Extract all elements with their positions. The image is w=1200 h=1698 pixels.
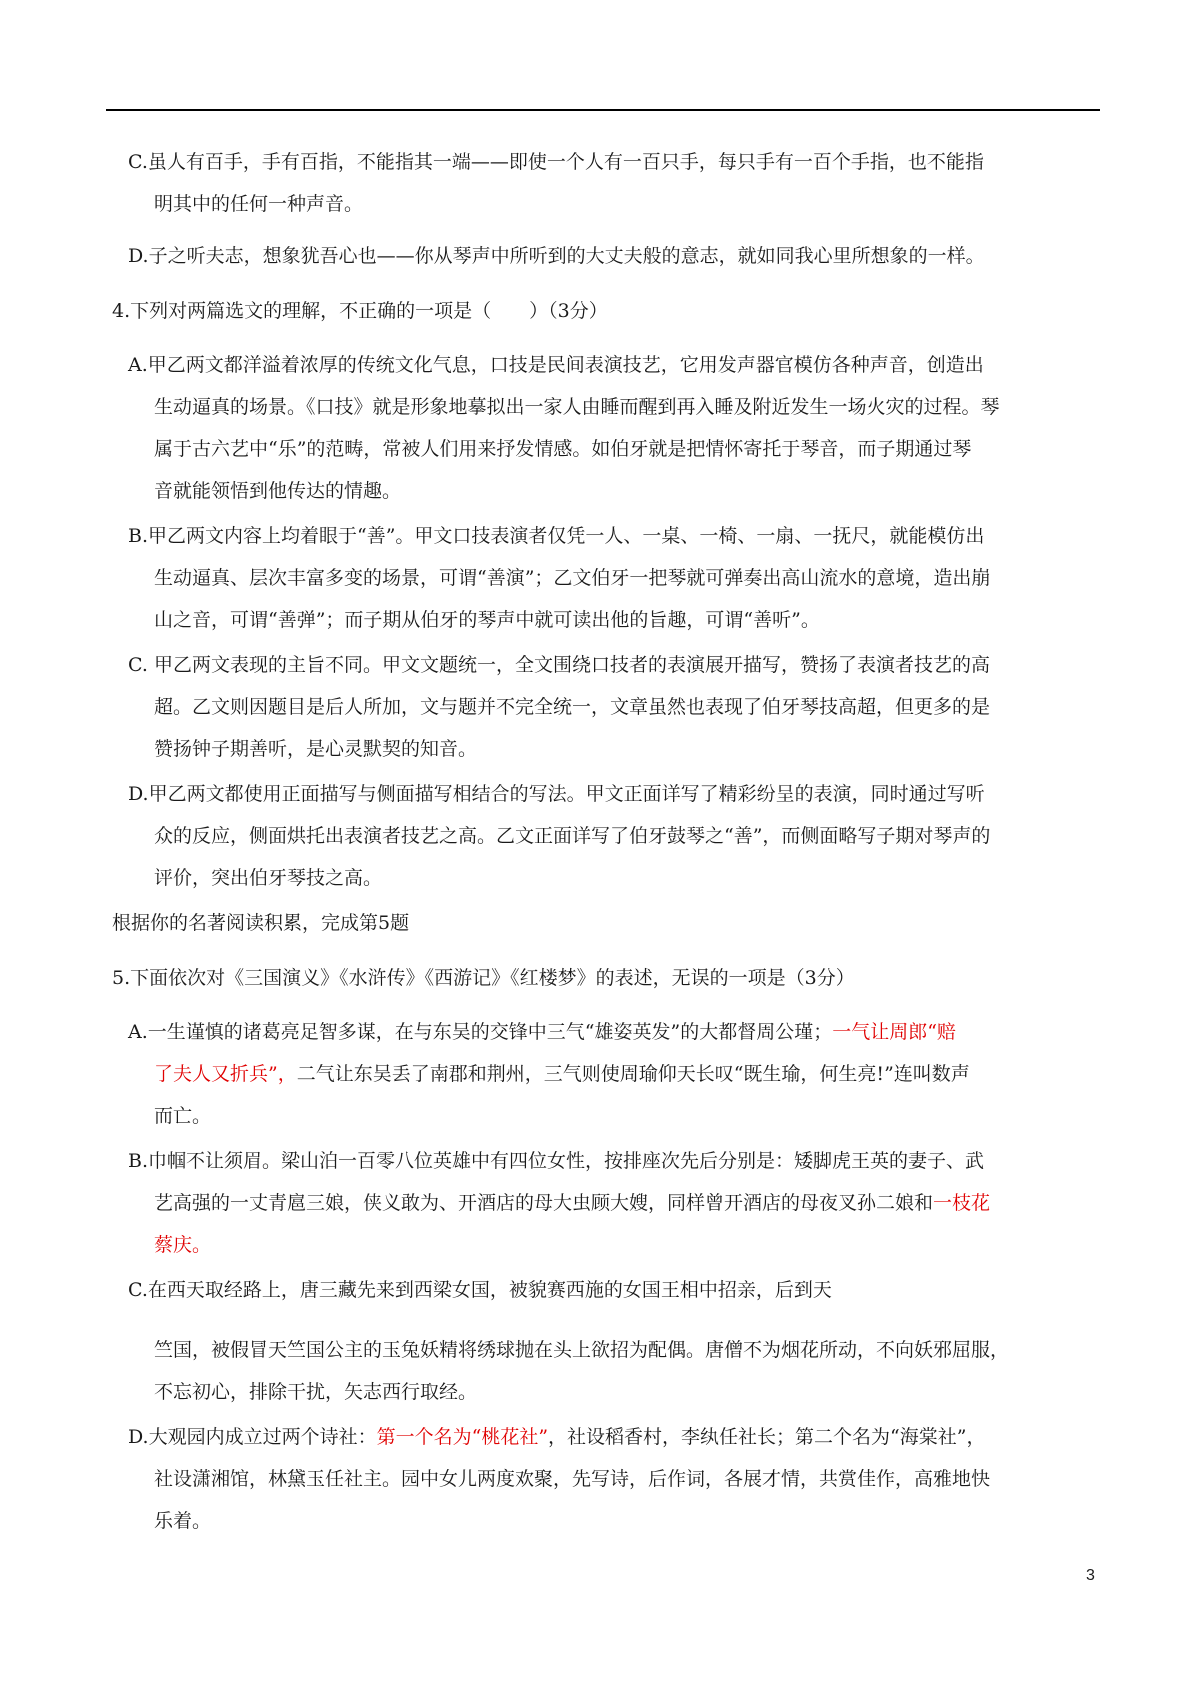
option-5c [128, 1269, 1100, 1311]
text-line [128, 386, 1100, 428]
option-5b [128, 1140, 1100, 1266]
option-4c [128, 644, 1100, 770]
text-line [112, 957, 1100, 999]
text-line [128, 428, 1100, 470]
text-line [128, 857, 1100, 899]
text-segment: D.甲乙两文都使用正面描写与侧面描写相结合的写法。甲文正面详写了精彩纷呈的表演，同时通过写听 [128, 783, 985, 805]
text-segment: 5.下面依次对《三国演义》《水浒传》《西游记》《红楼梦》的表述，无误的一项是（3分） [112, 967, 855, 989]
text-segment: D.大观园内成立过两个诗社： [128, 1426, 377, 1448]
text-line [128, 599, 1100, 641]
text-segment: 属于古六艺中“乐”的范畴，常被人们用来抒发情感。如伯牙就是把情怀寄托于琴音，而子期通过琴 [154, 438, 972, 460]
text-segment: 超。乙文则因题目是后人所加，文与题并不完全统一，文章虽然也表现了伯牙琴技高超，但更多的是 [154, 696, 991, 718]
header-rule [106, 109, 1100, 111]
text-segment: C. 甲乙两文表现的主旨不同。甲文文题统一，全文围绕口技者的表演展开描写，赞扬了表演者技艺的高 [128, 654, 990, 676]
text-line [128, 1224, 1100, 1266]
text-segment: 根据你的名著阅读积累，完成第5题 [112, 912, 410, 934]
text-line [128, 1269, 1100, 1311]
highlighted-text: 一气让周郎“赔 [832, 1021, 956, 1043]
text-line [128, 644, 1100, 686]
highlighted-text: 第一个名为“桃花社” [376, 1426, 549, 1448]
highlighted-text: 了夫人又折兵”， [154, 1063, 297, 1085]
text-line [128, 141, 1100, 183]
page-number: 3 [1086, 1567, 1095, 1584]
text-line [128, 183, 1100, 225]
highlighted-text: 蔡庆。 [154, 1234, 212, 1256]
text-line [128, 1500, 1100, 1542]
text-line [112, 902, 1100, 944]
option-4a [128, 344, 1100, 512]
text-segment: 而亡。 [154, 1105, 212, 1127]
text-segment: A.一生谨慎的诸葛亮足智多谋，在与东吴的交锋中三气“雄姿英发”的大都督周公瑾； [128, 1021, 833, 1043]
text-segment: 乐着。 [154, 1510, 212, 1532]
text-line [128, 557, 1100, 599]
text-line [128, 235, 1100, 277]
option-3c [128, 141, 1100, 225]
text-segment: 生动逼真的场景。《口技》就是形象地摹拟出一家人由睡而醒到再入睡及附近发生一场火灾的过程。琴 [154, 396, 1000, 418]
text-line [112, 290, 1100, 332]
text-segment: 评价，突出伯牙琴技之高。 [154, 867, 383, 889]
text-segment: D.子之听夫志，想象犹吾心也——你从琴声中所听到的大丈夫般的意志，就如同我心里所想象的一样。 [128, 245, 985, 267]
text-line [128, 1011, 1100, 1053]
text-line [128, 815, 1100, 857]
text-segment: B.甲乙两文内容上均着眼于“善”。甲文口技表演者仅凭一人、一桌、一椅、一扇、一抚尺，就能模仿出 [128, 525, 985, 547]
highlighted-text: 一枝花 [933, 1192, 991, 1214]
question-5 [112, 957, 1100, 999]
option-5d [128, 1416, 1100, 1542]
text-line [128, 1371, 1100, 1413]
text-segment: 山之音，可谓“善弹”；而子期从伯牙的琴声中就可读出他的旨趣，可谓“善听”。 [154, 609, 820, 631]
text-segment: 不忘初心，排除干扰，矢志西行取经。 [154, 1381, 478, 1403]
text-segment: 艺高强的一丈青扈三娘，侠义敢为、开酒店的母大虫顾大嫂，同样曾开酒店的母夜叉孙二娘和 [154, 1192, 934, 1214]
text-line [128, 686, 1100, 728]
text-line [128, 515, 1100, 557]
text-segment: 众的反应，侧面烘托出表演者技艺之高。乙文正面详写了伯牙鼓琴之“善”，而侧面略写子期对琴声的 [154, 825, 991, 847]
text-line [128, 344, 1100, 386]
section-intro [112, 902, 1100, 944]
text-segment: ，社设稻香村，李纨任社长；第二个名为“海棠社”， [548, 1426, 986, 1448]
text-line [128, 1140, 1100, 1182]
text-line [128, 773, 1100, 815]
text-line [128, 728, 1100, 770]
text-segment: A.甲乙两文都洋溢着浓厚的传统文化气息，口技是民间表演技艺，它用发声器官模仿各种声音，创造出 [128, 354, 984, 376]
text-line [128, 1416, 1100, 1458]
text-segment: 赞扬钟子期善听，是心灵默契的知音。 [154, 738, 478, 760]
text-segment: 生动逼真、层次丰富多变的场景，可谓“善演”；乙文伯牙一把琴就可弹奏出高山流水的意境，造出崩 [154, 567, 991, 589]
text-segment: B.巾帼不让须眉。梁山泊一百零八位英雄中有四位女性，按排座次先后分别是：矮脚虎王英的妻子、武 [128, 1150, 985, 1172]
text-segment: C.在西天取经路上，唐三藏先来到西梁女国，被貌赛西施的女国王相中招亲，后到天 [128, 1279, 832, 1301]
text-line [128, 1095, 1100, 1137]
text-line [128, 470, 1100, 512]
text-segment: 4.下列对两篇选文的理解，不正确的一项是（ ）（3分） [112, 300, 608, 322]
text-line [128, 1182, 1100, 1224]
option-5a [128, 1011, 1100, 1137]
text-segment: 二气让东吴丢了南郡和荆州，三气则使周瑜仰天长叹“既生瑜，何生亮!”连叫数声 [296, 1063, 970, 1085]
text-line [128, 1053, 1100, 1095]
text-line [128, 1329, 1100, 1371]
text-segment: 明其中的任何一种声音。 [154, 193, 364, 215]
option-5c-cont [128, 1329, 1100, 1413]
text-segment: 社设潇湘馆，林黛玉任社主。园中女儿两度欢聚，先写诗，后作词，各展才情，共赏佳作，高雅地快 [154, 1468, 991, 1490]
text-segment: 音就能领悟到他传达的情趣。 [154, 480, 402, 502]
text-segment: 竺国，被假冒天竺国公主的玉兔妖精将绣球抛在头上欲招为配偶。唐僧不为烟花所动，不向妖邪屈服， [154, 1339, 1010, 1361]
option-3d [128, 235, 1100, 277]
text-line [128, 1458, 1100, 1500]
option-4d [128, 773, 1100, 899]
text-segment: C.虽人有百手，手有百指，不能指其一端——即使一个人有一百只手，每只手有一百个手指，也不能指 [128, 151, 984, 173]
option-4b [128, 515, 1100, 641]
question-4 [112, 290, 1100, 332]
